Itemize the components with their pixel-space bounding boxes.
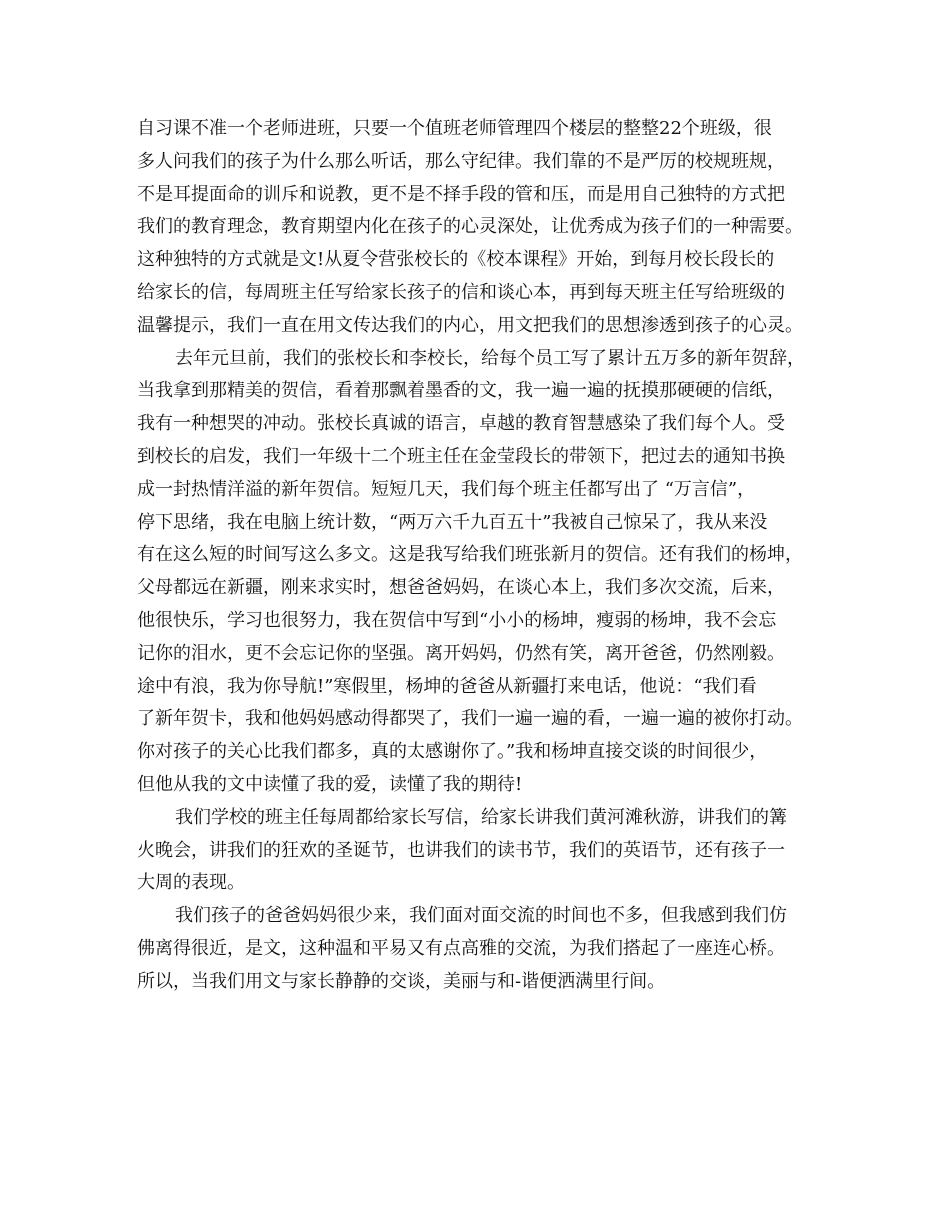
text-line: 他很快乐，学习也很努力，我在贺信中写到“小小的杨坤，瘦弱的杨坤，我不会忘	[137, 609, 777, 631]
text-line: 有在这么短的时间写这么多文。这是我写给我们班张新月的贺信。还有我们的杨坤，	[137, 544, 803, 566]
text-line: 不是耳提面命的训斥和说教，更不是不择手段的管和压，而是用自己独特的方式把	[137, 183, 785, 205]
text-line: 我们学校的班主任每周都给家长写信，给家长讲我们黄河滩秋游，讲我们的篝	[175, 806, 787, 828]
text-line: 温馨提示，我们一直在用文传达我们的内心，用文把我们的思想渗透到孩子的心灵。	[137, 314, 803, 336]
article-body	[137, 113, 822, 999]
text-line: 停下思绪，我在电脑上统计数，“两万六千九百五十”我被自己惊呆了，我从来没	[137, 511, 768, 533]
text-line: 我们的教育理念，教育期望内化在孩子的心灵深处，让优秀成为孩子们的一种需要。	[137, 216, 803, 238]
text-line: 多人问我们的孩子为什么那么听话，那么守纪律。我们靠的不是严厉的校规班规，	[137, 150, 785, 172]
text-line: 到校长的启发，我们一年级十二个班主任在金莹段长的带领下，把过去的通知书换	[137, 445, 785, 467]
text-line: 给家长的信，每周班主任写给家长孩子的信和谈心本，再到每天班主任写给班级的	[137, 281, 785, 303]
text-line: 了新年贺卡，我和他妈妈感动得都哭了，我们一遍一遍的看，一遍一遍的被你打动。	[137, 708, 803, 730]
text-line: 自习课不准一个老师进班，只要一个值班老师管理四个楼层的整整22个班级，很	[137, 118, 772, 139]
text-line: 我们孩子的爸爸妈妈很少来，我们面对面交流的时间也不多，但我感到我们仿	[175, 905, 787, 927]
text-line: 记你的泪水，更不会忘记你的坚强。离开妈妈，仍然有笑，离开爸爸，仍然刚毅。	[137, 642, 785, 664]
text-line: 火晚会，讲我们的狂欢的圣诞节，也讲我们的读书节，我们的英语节，还有孩子一	[137, 839, 785, 861]
text-line: 成一封热情洋溢的新年贺信。短短几天，我们每个班主任都写出了 “万言信”，	[137, 478, 756, 500]
text-line: 所以，当我们用文与家长静静的交谈，美丽与和-谐便洒满里行间。	[137, 970, 666, 992]
text-line: 大周的表现。	[137, 872, 245, 894]
text-line: 去年元旦前，我们的张校长和李校长，给每个员工写了累计五万多的新年贺辞，	[175, 347, 805, 369]
text-line: 当我拿到那精美的贺信，看着那飘着墨香的文，我一遍一遍的抚摸那硬硬的信纸，	[137, 380, 785, 402]
text-line: 我有一种想哭的冲动。张校长真诚的语言，卓越的教育智慧感染了我们每个人。受	[137, 413, 785, 435]
text-line: 父母都远在新疆，刚来求实时，想爸爸妈妈，在谈心本上，我们多次交流，后来，	[137, 577, 785, 599]
text-line: 你对孩子的关心比我们都多，真的太感谢你了。”我和杨坤直接交谈的时间很少，	[137, 741, 768, 763]
text-line: 佛离得很近，是文，这种温和平易又有点高雅的交流，为我们搭起了一座连心桥。	[137, 937, 785, 959]
text-line: 途中有浪，我为你导航!”寒假里，杨坤的爸爸从新疆打来电话，他说：“我们看	[137, 675, 757, 697]
text-line: 但他从我的文中读懂了我的爱，读懂了我的期待!	[137, 773, 523, 795]
text-line: 这种独特的方式就是文!从夏令营张校长的《校本课程》开始，到每月校长段长的	[137, 249, 775, 271]
